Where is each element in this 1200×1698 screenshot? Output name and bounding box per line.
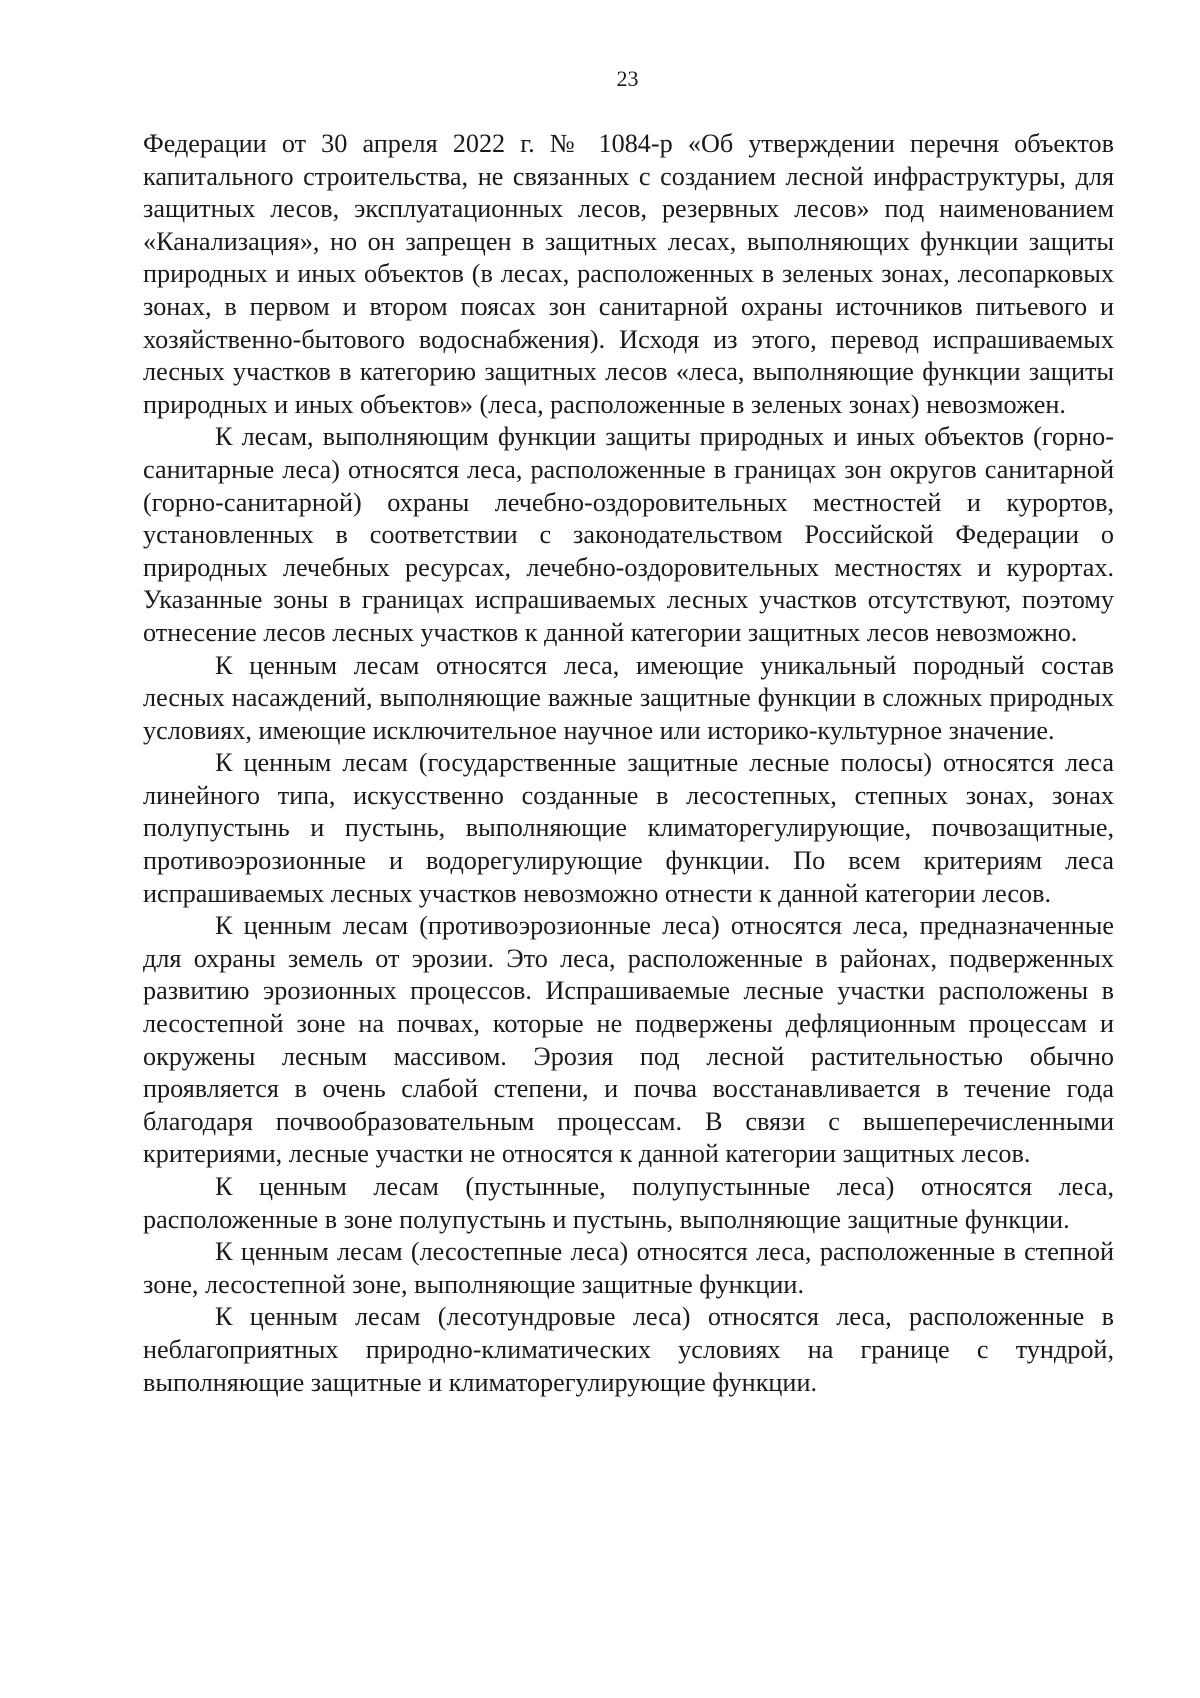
paragraph-continuation: Федерации от 30 апреля 2022 г. № 1084-р «Об утверждении перечня объектов капитального строительства, не связанных с созданием лесной инфраструктуры, для защитных лесов, эксплуатационных лесов, резервных лесов» под наименованием «Канализация», но он запрещен в защитных лесах, выполняющих функции защиты природных и иных объектов (в лесах, расположенных в зеленых зонах, лесопарковых зонах, в первом и втором поясах зон санитарной охраны источников питьевого и хозяйственно-бытового водоснабжения). Исходя из этого, перевод испрашиваемых лесных участков в категорию защитных лесов «леса, выполняющие функции защиты природных и иных объектов» (леса, расположенные в зеленых зонах) невозможен. xyxy=(143,129,1114,419)
paragraph: К ценным лесам (пустынные, полупустынные леса) относятся леса, расположенные в зоне полупустынь и пустынь, выполняющие защитные функции. xyxy=(143,1172,1114,1234)
paragraph: К ценным лесам (лесостепные леса) относятся леса, расположенные в степной зоне, лесостепной зоне, выполняющие защитные функции. xyxy=(143,1237,1114,1299)
page-number: 23 xyxy=(616,66,639,91)
paragraph: К ценным лесам относятся леса, имеющие уникальный породный состав лесных насаждений, выполняющие важные защитные функции в сложных природных условиях, имеющие исключительное научное или историко-культурное значение. xyxy=(143,650,1114,745)
paragraph: К лесам, выполняющим функции защиты природных и иных объектов (горно-санитарные леса) относятся леса, расположенные в границах зон округов санитарной (горно-санитарной) охраны лечебно-оздоровительных местностей и курортов, установленных в соответствии с законодательством Российской Федерации о природных лечебных ресурсах, лечебно-оздоровительных местностях и курортах. Указанные зоны в границах испрашиваемых лесных участков отсутствуют, поэтому отнесение лесов лесных участков к данной категории защитных лесов невозможно. xyxy=(143,422,1114,647)
paragraph: К ценным лесам (государственные защитные лесные полосы) относятся леса линейного типа, искусственно созданные в лесостепных, степных зонах, зонах полупустынь и пустынь, выполняющие климаторегулирующие, почвозащитные, противоэрозионные и водорегулирующие функции. По всем критериям леса испрашиваемых лесных участков невозможно отнести к данной категории лесов. xyxy=(143,748,1114,908)
document-body xyxy=(143,128,1114,1399)
paragraph: К ценным лесам (лесотундровые леса) относятся леса, расположенные в неблагоприятных природно-климатических условиях на границе с тундрой, выполняющие защитные и климаторегулирующие функции. xyxy=(143,1302,1114,1397)
paragraph: К ценным лесам (противоэрозионные леса) относятся леса, предназначенные для охраны земель от эрозии. Это леса, расположенные в районах, подверженных развитию эрозионных процессов. Испрашиваемые лесные участки расположены в лесостепной зоне на почвах, которые не подвержены дефляционным процессам и окружены лесным массивом. Эрозия под лесной растительностью обычно проявляется в очень слабой степени, и почва восстанавливается в течение года благодаря почвообразовательным процессам. В связи с вышеперечисленными критериями, лесные участки не относятся к данной категории защитных лесов. xyxy=(143,911,1114,1169)
